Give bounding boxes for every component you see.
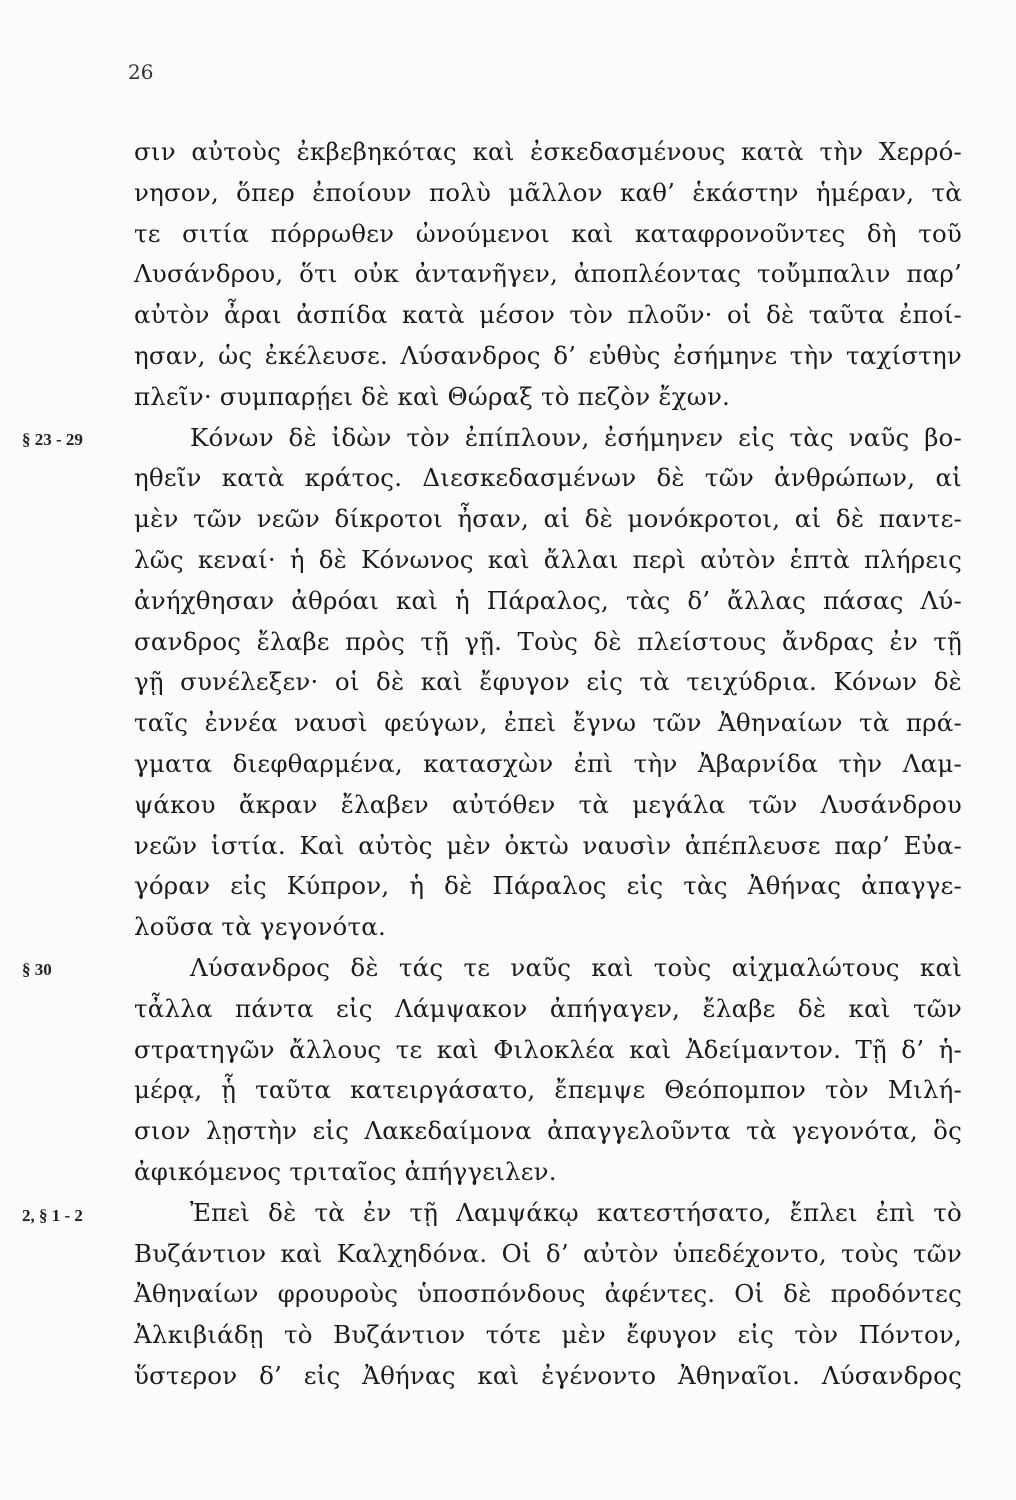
margin-reference-30: § 30: [22, 960, 52, 979]
text-line: ψάκου ἄκραν ἔλαβεν αὐτόθεν τὰ μεγάλα τῶν Λυσάνδρου: [134, 789, 962, 819]
text-line: σανδρος ἔλαβε πρὸς τῇ γῇ. Τοὺς δὲ πλείστους ἄνδρας ἐν τῇ: [134, 626, 962, 656]
text-line: νεῶν ἱστία. Καὶ αὐτὸς μὲν ὀκτὼ ναυσὶν ἀπέπλευσε παρ’ Εὐα-: [134, 830, 962, 860]
text-line: αὐτὸν ἆραι ἀσπίδα κατὰ μέσον τὸν πλοῦν· οἱ δὲ ταῦτα ἐποί-: [134, 300, 962, 330]
text-line: λοῦσα τὰ γεγονότα.: [134, 912, 386, 942]
text-line: ἀφικόμενος τριταῖος ἀπήγγειλεν.: [134, 1156, 557, 1186]
text-line: τἆλλα πάντα εἰς Λάμψακον ἀπήγαγεν, ἔλαβε δὲ καὶ τῶν: [134, 993, 962, 1023]
text-line: Λυσάνδρου, ὅτι οὐκ ἀντανῆγεν, ἀποπλέοντας τοὔμπαλιν παρ’: [134, 259, 962, 289]
margin-reference-23-29: § 23 - 29: [22, 430, 83, 449]
text-line: νησον, ὅπερ ἐποίουν πολὺ μᾶλλον καθ’ ἑκάστην ἡμέραν, τὰ: [134, 177, 962, 207]
text-line: Ἀθηναίων φρουροὺς ὑποσπόνδους ἀφέντες. Οἱ δὲ προδόντες: [134, 1279, 962, 1309]
text-line: λῶς κεναί· ἡ δὲ Κόνωνος καὶ ἄλλαι περὶ αὐτὸν ἑπτὰ πλήρεις: [134, 544, 962, 574]
paragraph-start-line: Ἐπεὶ δὲ τὰ ἐν τῇ Λαμψάκῳ κατεστήσατο, ἔπλει ἐπὶ τὸ: [190, 1197, 962, 1227]
margin-reference-2-1-2: 2, § 1 - 2: [22, 1206, 83, 1225]
text-line: γῇ συνέλεξεν· οἱ δὲ καὶ ἔφυγον εἰς τὰ τειχύδρια. Κόνων δὲ: [134, 667, 962, 697]
text-line: ησαν, ὡς ἐκέλευσε. Λύσανδρος δ’ εὐθὺς ἐσήμηνε τὴν ταχίστην: [134, 340, 962, 370]
text-line: σιν αὐτοὺς ἐκβεβηκότας καὶ ἐσκεδασμένους κατὰ τὴν Χερρό-: [134, 137, 962, 166]
text-line: τε σιτία πόρρωθεν ὠνούμενοι καὶ καταφρονοῦντες δὴ τοῦ: [134, 218, 962, 248]
page-number: 26: [128, 60, 154, 84]
text-line: στρατηγῶν ἄλλους τε καὶ Φιλοκλέα καὶ Ἀδείμαντον. Τῇ δ’ ἡ-: [134, 1034, 962, 1064]
text-line: ταῖς ἐννέα ναυσὶ φεύγων, ἐπεὶ ἔγνω τῶν Ἀθηναίων τὰ πρά-: [134, 708, 962, 738]
text-line: γόραν εἰς Κύπρον, ἡ δὲ Πάραλος εἰς τὰς Ἀθήνας ἀπαγγε-: [134, 871, 962, 901]
text-line: πλεῖν· συμπαρῄει δὲ καὶ Θώραξ τὸ πεζὸν ἔχων.: [134, 381, 731, 411]
paragraph-start-line: Κόνων δὲ ἰδὼν τὸν ἐπίπλουν, ἐσήμηνεν εἰς τὰς ναῦς βο-: [190, 422, 962, 452]
text-line: γματα διεφθαρμένα, κατασχὼν ἐπὶ τὴν Ἀβαρνίδα τὴν Λαμ-: [134, 748, 962, 778]
paragraph-start-line: Λύσανδρος δὲ τάς τε ναῦς καὶ τοὺς αἰχμαλώτους καὶ: [190, 952, 962, 982]
text-line: ηθεῖν κατὰ κράτος. Διεσκεδασμένων δὲ τῶν ἀνθρώπων, αἱ: [134, 463, 962, 493]
text-line: σιον λῃστὴν εἰς Λακεδαίμονα ἀπαγγελοῦντα τὰ γεγονότα, ὃς: [134, 1116, 962, 1146]
text-line: μὲν τῶν νεῶν δίκροτοι ἦσαν, αἱ δὲ μονόκροτοι, αἱ δὲ παντε-: [134, 504, 962, 534]
text-line: μέρᾳ, ᾗ ταῦτα κατειργάσατο, ἔπεμψε Θεόπομπον τὸν Μιλή-: [134, 1075, 962, 1105]
text-line: Ἀλκιβιάδῃ τὸ Βυζάντιον τότε μὲν ἔφυγον εἰς τὸν Πόντον,: [134, 1320, 962, 1350]
body-text: [134, 132, 962, 1397]
text-line: ἀνήχθησαν ἀθρόαι καὶ ἡ Πάραλος, τὰς δ’ ἄλλας πάσας Λύ-: [134, 585, 962, 615]
text-line: Βυζάντιον καὶ Καλχηδόνα. Οἱ δ’ αὐτὸν ὑπεδέχοντο, τοὺς τῶν: [134, 1238, 962, 1268]
text-line: ὕστερον δ’ εἰς Ἀθήνας καὶ ἐγένοντο Ἀθηναῖοι. Λύσανδρος: [134, 1360, 962, 1390]
